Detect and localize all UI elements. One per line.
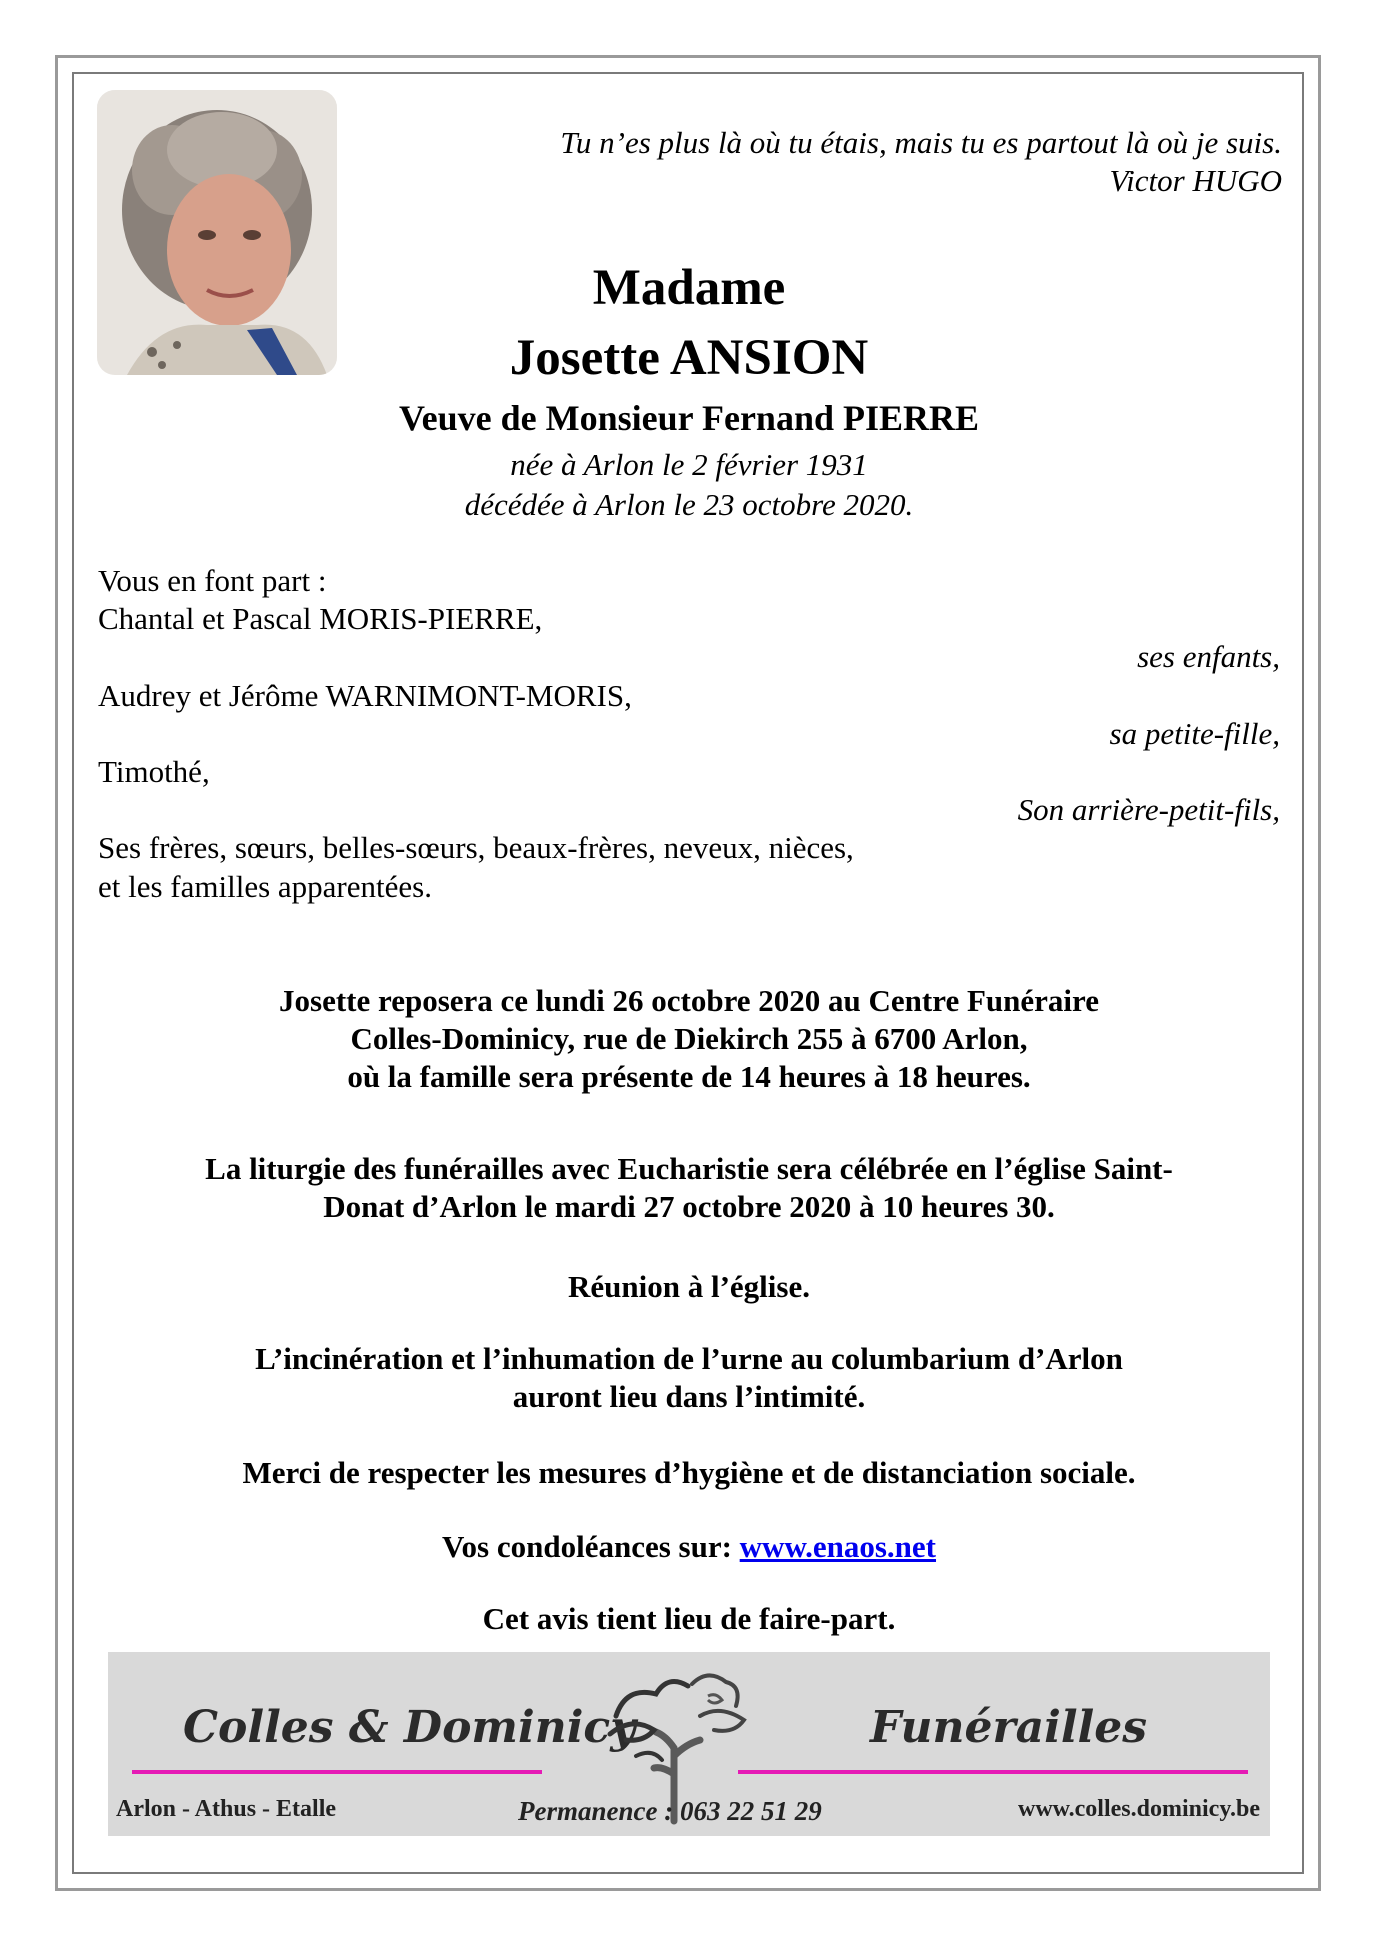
funeral-home-banner: [108, 1652, 1270, 1836]
brand-tagline: Funérailles: [870, 1702, 1148, 1753]
cremation-paragraph: [90, 1340, 1288, 1416]
birth-line: née à Arlon le 2 février 1931: [510, 447, 868, 482]
condolences-line: [90, 1528, 1288, 1566]
visitation-paragraph: [90, 982, 1288, 1096]
liturgy-line: Donat d’Arlon le mardi 27 octobre 2020 à 10 heures 30.: [323, 1189, 1055, 1224]
cremation-line: L’incinération et l’inhumation de l’urne au columbarium d’Arlon: [255, 1341, 1123, 1376]
family-others: et les familles apparentées.: [98, 868, 432, 904]
family-member: Timothé,: [98, 753, 210, 789]
family-intro: Vous en font part :: [98, 563, 327, 598]
visitation-line: où la famille sera présente de 14 heures à 18 heures.: [347, 1059, 1031, 1094]
hygiene-line: Merci de respecter les mesures d’hygiène et de distanciation sociale.: [242, 1455, 1136, 1490]
accent-line-left: [132, 1770, 542, 1774]
visitation-line: Colles-Dominicy, rue de Diekirch 255 à 6700 Arlon,: [350, 1021, 1028, 1056]
locations: Arlon - Athus - Etalle: [116, 1796, 337, 1822]
permanence-phone: Permanence : 063 22 51 29: [518, 1796, 822, 1826]
cremation-line: auront lieu dans l’intimité.: [512, 1379, 866, 1414]
family-list: [98, 562, 1280, 906]
brand-name: Colles & Dominicy: [183, 1702, 636, 1753]
quote-author: Victor HUGO: [1109, 163, 1282, 198]
family-relation: sa petite-fille,: [1109, 715, 1280, 751]
quote-text: Tu n’es plus là où tu étais, mais tu es partout là où je suis.: [560, 125, 1282, 160]
family-member: Audrey et Jérôme WARNIMONT-MORIS,: [98, 677, 632, 713]
widow-of: Veuve de Monsieur Fernand PIERRE: [398, 398, 980, 438]
visitation-line: Josette reposera ce lundi 26 octobre 2020 au Centre Funéraire: [279, 983, 1099, 1018]
meeting-line: Réunion à l’église.: [568, 1269, 810, 1304]
condolences-link[interactable]: www.enaos.net: [739, 1529, 937, 1564]
honorific: Madame: [592, 260, 786, 316]
deceased-name: Josette ANSION: [509, 330, 869, 386]
epigraph: [560, 124, 1282, 200]
family-relation: ses enfants,: [1137, 639, 1280, 675]
family-member: Chantal et Pascal MORIS-PIERRE,: [98, 601, 543, 637]
website: www.colles.dominicy.be: [1017, 1796, 1260, 1822]
death-line: décédée à Arlon le 23 octobre 2020.: [464, 487, 914, 522]
liturgy-line: La liturgie des funérailles avec Eucharistie sera célébrée en l’église Saint-: [205, 1151, 1173, 1186]
liturgy-paragraph: [90, 1150, 1288, 1226]
notice-line: Cet avis tient lieu de faire-part.: [482, 1601, 896, 1636]
family-others: Ses frères, sœurs, belles-sœurs, beaux-frères, neveux, nièces,: [98, 830, 854, 866]
condolences-label: Vos condoléances sur:: [441, 1529, 740, 1564]
family-relation: Son arrière-petit-fils,: [1017, 792, 1280, 828]
accent-line-right: [738, 1770, 1248, 1774]
